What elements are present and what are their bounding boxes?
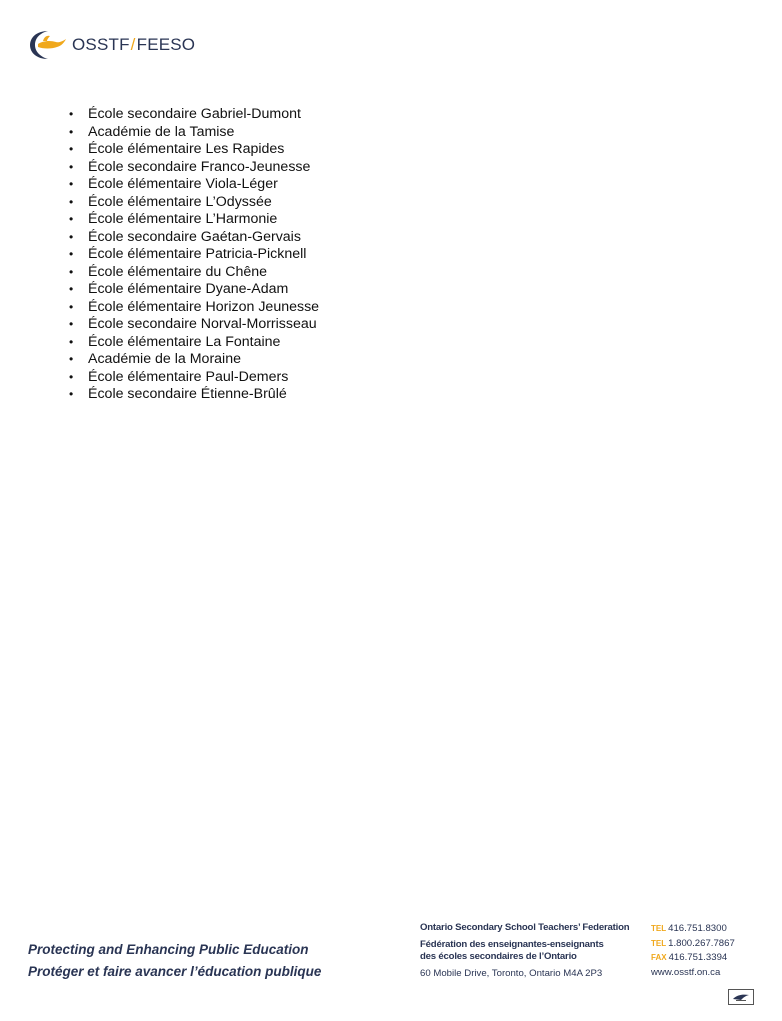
lamp-of-learning-icon: [28, 28, 68, 62]
logo-wordmark: [72, 35, 195, 55]
tagline-french: Protéger et faire avancer l’éducation publique: [28, 964, 322, 979]
logo-feeso: FEESO: [136, 35, 196, 54]
school-name: École secondaire Franco-Jeunesse: [88, 158, 311, 175]
school-name: École secondaire Norval-Morrisseau: [88, 316, 317, 332]
bullet-icon: •: [69, 352, 74, 366]
school-list-item: [67, 141, 319, 159]
school-name: École élémentaire du Chêne: [88, 263, 268, 280]
bullet-icon: •: [69, 194, 74, 209]
school-list-item: [67, 334, 319, 352]
school-name: École élémentaire L’Odyssée: [88, 193, 272, 210]
school-list-item: [67, 176, 319, 194]
bullet-icon: •: [69, 177, 74, 191]
school-name: Académie de la Tamise: [88, 123, 235, 140]
bullet-icon: •: [69, 264, 74, 279]
bullet-icon: •: [69, 282, 74, 296]
school-list-item: [67, 106, 319, 124]
school-name: École élémentaire Les Rapides: [88, 141, 285, 157]
bullet-icon: •: [69, 247, 74, 261]
school-list-item: [67, 124, 319, 142]
bullet-icon: •: [69, 387, 74, 401]
school-list-item: [67, 264, 319, 282]
school-name: Académie de la Moraine: [88, 351, 241, 367]
tel-number: 416.751.8300: [668, 923, 727, 934]
school-list-item: [67, 369, 319, 387]
school-list-item: [67, 299, 319, 317]
union-label-icon: [728, 989, 754, 1005]
bullet-icon: •: [69, 299, 74, 314]
school-list-item: [67, 351, 319, 369]
bullet-icon: •: [69, 229, 74, 244]
school-name: École élémentaire Patricia-Picknell: [88, 246, 307, 262]
contact-website[interactable]: www.osstf.on.ca: [651, 966, 721, 978]
school-name: École élémentaire Horizon Jeunesse: [88, 298, 320, 315]
school-name: École élémentaire Paul-Demers: [88, 368, 289, 385]
school-list-item: [67, 246, 319, 264]
school-list-item: [67, 281, 319, 299]
footer-tagline: [28, 939, 321, 983]
school-list-item: [67, 229, 319, 247]
school-list-item: [67, 316, 319, 334]
union-bug-icon: [729, 990, 753, 1004]
bullet-icon: •: [69, 369, 74, 384]
federation-name-en: Ontario Secondary School Teachers’ Federation: [420, 922, 630, 933]
bullet-icon: •: [69, 107, 74, 121]
bullet-icon: •: [69, 334, 74, 349]
logo-slash: /: [130, 35, 136, 54]
federation-name-fr-line2: des écoles secondaires de l’Ontario: [420, 951, 577, 962]
school-list-item: [67, 194, 319, 212]
school-list-item: [67, 159, 319, 177]
tel2-label: TEL: [651, 938, 667, 948]
bullet-icon: •: [69, 159, 74, 174]
bullet-icon: •: [69, 317, 74, 331]
contact-fax: [651, 951, 735, 966]
logo-osstf: OSSTF: [72, 35, 130, 54]
federation-name-fr-line1: Fédération des enseignantes-enseignants: [420, 938, 604, 950]
contact-block: [651, 922, 735, 980]
school-name: École secondaire Gaétan-Gervais: [88, 228, 301, 245]
osstf-logo: [28, 28, 195, 62]
bullet-icon: •: [69, 124, 74, 139]
bullet-icon: •: [69, 212, 74, 226]
contact-tel: [651, 922, 735, 937]
bullet-icon: •: [69, 142, 74, 156]
fax-number: 416.751.3394: [668, 952, 728, 963]
fax-label: FAX: [651, 953, 667, 962]
school-list-item: [67, 211, 319, 229]
school-name: École élémentaire Dyane-Adam: [88, 281, 289, 297]
tagline-english: Protecting and Enhancing Public Education: [28, 942, 309, 957]
school-name: École élémentaire Viola-Léger: [88, 176, 278, 192]
federation-block: [420, 922, 629, 980]
tel-label: TEL: [651, 924, 667, 933]
school-name: École élémentaire L’Harmonie: [88, 211, 278, 227]
school-name: École élémentaire La Fontaine: [88, 333, 281, 350]
school-list-item: [67, 386, 319, 404]
school-name: École secondaire Étienne-Brûlé: [88, 386, 287, 402]
school-list: [67, 106, 319, 404]
contact-tel-tollfree: [651, 937, 735, 952]
tel2-number: 1.800.267.7867: [668, 937, 735, 949]
federation-address: 60 Mobile Drive, Toronto, Ontario M4A 2P3: [420, 967, 603, 979]
school-name: École secondaire Gabriel-Dumont: [88, 106, 301, 122]
